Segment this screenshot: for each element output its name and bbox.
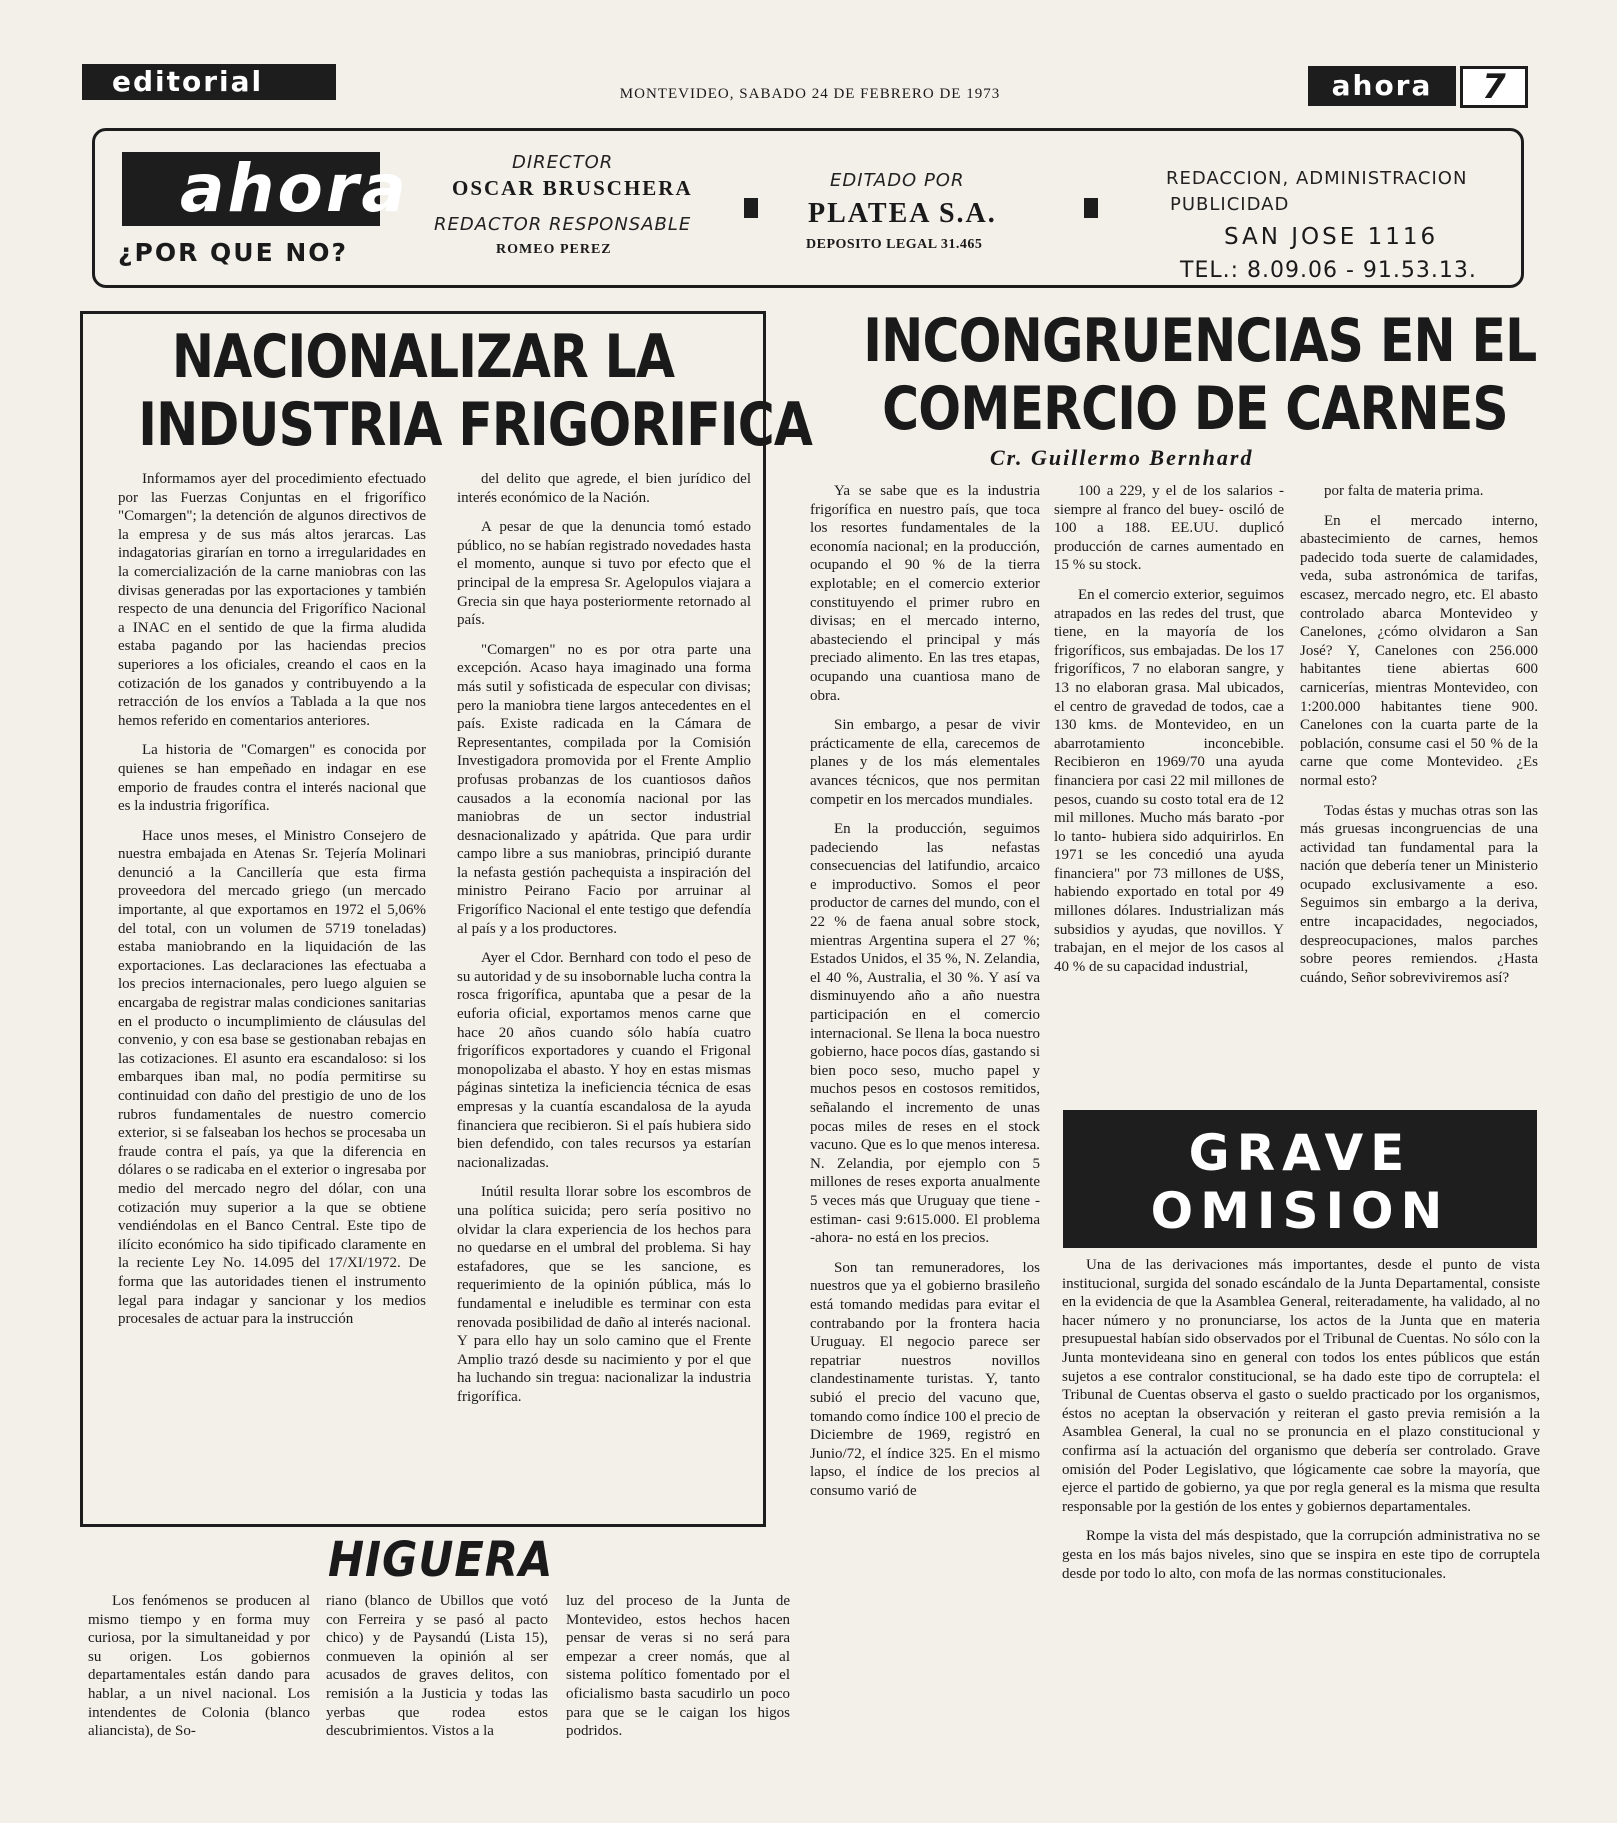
article-column xyxy=(118,470,426,1510)
phone: TEL.: 8.09.06 - 91.53.13. xyxy=(1180,258,1477,283)
slogan: ¿POR QUE NO? xyxy=(118,238,349,267)
article-column xyxy=(1300,482,1538,1100)
article-column xyxy=(88,1592,310,1792)
offices-label: PUBLICIDAD xyxy=(1170,194,1290,215)
paragraph: Los fenómenos se producen al mismo tiempo y en forma muy curiosa, por la simultaneidad y por su origen. Los gobiernos departamentales están dando para hablar, a un nivel nacional. Los intendentes de Colonia (blanco aliancista), de So- xyxy=(88,1593,310,1740)
paragraph: "Comargen" no es por otra parte una excepción. Acaso haya imaginado una forma más sutil y sofisticada de especular con divisas; pero la maniobra tiene largos antecedentes en el país. Existe radicada en la Cámara de Representantes, compilada por la Comisión Investigadora promovida por el Frente Amplio profusas probanzas de los cuantiosos daños causados a la economía nacional por las maniobras de un sector industrial desnacionalizado y apátrida. Que para urdir campo libre a sus maniobras, principió durante la nefasta gestión pachequista a inspiración del ministro Peirano Facio por arruinar al Frigorífico Nacional el ente testigo que defendía al país y a los productores. xyxy=(457,641,751,937)
legal-deposit: DEPOSITO LEGAL 31.465 xyxy=(806,237,983,252)
paragraph: En el comercio exterior, seguimos atrapados en las redes del trust, que tiene, en la mayoría de los frigoríficos, sus embajadas. De los 17 frigoríficos, 7 no elaboran sangre, y 13 no elaboran grasa. Mal ubicados, el centro de gravedad de todos, cae a 130 kms. de Montevideo, en un abarrotamiento inconcebible. Recibieron en 1969/70 una ayuda financiera por casi 22 mil millones de pesos, cuando su costo total era de 12 mil millones. Mucho más barato -por lo tanto- hubiera sido adquirirlos. En 1971 se les concedió una ayuda financiera" por 73 millones de U$S, habiendo exportado en total por 49 millones dólares. Industrializan más subsidios y ayudas, que novillos. Y trabajan, en el mejor de los casos al 40 % de su capacidad industrial, xyxy=(1054,586,1284,975)
paragraph: 100 a 229, y el de los salarios -siempre al franco del buey- osciló de 100 a 188. EE.UU. duplicó producción de carnes aumentado en 15 % su stock. xyxy=(1054,483,1284,574)
page-number: 7 xyxy=(1460,66,1528,108)
ahora-logo: ahora xyxy=(122,152,380,226)
paragraph: Hace unos meses, el Ministro Consejero de nuestra embajada en Atenas Sr. Tejería Molinari denunció a la Cancillería que esta firma proveedora del mercado griego (un mercado importante, al que exportamos en 1972 el 5,06% del total, con un volumen de 5719 toneladas) estaba maniobrando en la liquidación de las exportaciones. Las declaraciones las efectuaba a los precios internacionales, pero luego alguien se encargaba de registrar malas condiciones sanitarias en el producto o incumplimiento de cláusulas del convenio, y con esa base se gestionaban rebajas en las cotizaciones. El asunto era escandaloso: si los embarques iban mal, no podía permitirse su continuidad con daño del prestigio de uno de los rubros fundamentales de nuestro comercio exterior, si se falseaban los hechos se procesaba un fraude contra el país, ya que la diferencia en dólares o se radicaba en el exterior o ingresaba por medio del mercado negro del dólar, con una cotización muy superior a la que se obtiene vendiéndolas en el Banco Central. Este tipo de ilícito económico ha sido tipificado claramente en la reciente Ley No. 14.095 del 17/XI/1972. De forma que las autoridades tienen el instrumento legal para indagar y sancionar y los medios procesales de actuar para la instrucción xyxy=(118,827,426,1328)
paragraph: La historia de "Comargen" es conocida por quienes se han empeñado en indagar en ese emporio de fraudes contra el interés nacional que es la industria frigorífica. xyxy=(118,742,426,815)
headline: INCONGRUENCIAS EN EL xyxy=(863,306,1537,376)
article-column xyxy=(1062,1256,1540,1776)
paragraph: Ayer el Cdor. Bernhard con todo el peso de su autoridad y de su insobornable lucha contra la rosca frigorífica, apuntaba que a pesar de la euforia oficial, exportamos menos carne que hace 20 años cuando sólo había cuatro frigoríficos exportadores y cuando el Frigonal monopolizaba el abasto. Y hoy en estas mismas páginas sintetiza la ineficiencia técnica de esas empresas y la cuantía escandalosa de la ayuda financiera que recibieron. Si el país hubiera sido bien defendido, con tales recursos ya estarían nacionalizadas. xyxy=(457,950,751,1171)
paper-tag: ahora xyxy=(1308,66,1456,106)
article-column xyxy=(457,470,751,1510)
address: SAN JOSE 1116 xyxy=(1224,224,1439,250)
paragraph: Inútil resulta llorar sobre los escombros de una política suicida; pero sería positivo no olvidar la clara experiencia de los hechos para no quedarse en el umbral del problema. Si hay estafadores, que se les sancione, es requerimiento de la opinión pública, más lo fundamental e ineludible es terminar con esta renovada posibilidad de daño al interés nacional. Y para ello hay un solo camino que el Frente Amplio trazó desde su nacimiento y por el que ha luchando sin tregua: nacionalizar la industria frigorífica. xyxy=(457,1184,751,1405)
paragraph: luz del proceso de la Junta de Montevideo, estos hechos hacen pensar de veras si no será para empezar a creer nomás, que al sistema político fomentado por el oficialismo basta sacudirlo un poco para que se le caigan los higos podridos. xyxy=(566,1593,790,1740)
paragraph: Todas éstas y muchas otras son las más gruesas incongruencias de una actividad tan fundamental para la nación que debería tener un Ministerio ocupado exclusivamente a eso. Seguimos sin embargo a la deriva, entre incapacidades, negociados, despreocupaciones, malos parches sobre peores remiendos. ¿Hasta cuándo, Señor sobreviviremos así? xyxy=(1300,802,1538,986)
paragraph: Informamos ayer del procedimiento efectuado por las Fuerzas Conjuntas en el frigorífico "Comargen"; la detención de algunos directivos de la empresa y de sus más altos jerarcas. Las indagatorias girarían en torno a irregularidades en la comercialización de la carne maniobras con las divisas generadas por las exportaciones y también respecto de una denuncia del Frigorífico Nacional a INAC en el sentido de que la firma aludida estaba pagando por las haciendas precios superiores a los oficiales, creando el caos en la cotización de los ganados y contribuyendo a la retracción de los envíos a Tablada a la que nos hemos referido en comentarios anteriores. xyxy=(118,471,426,729)
headline: NACIONALIZAR LA xyxy=(171,322,675,392)
paragraph: Sin embargo, a pesar de vivir prácticamente de ella, carecemos de planes y de los más elementales avances técnicos, que nos permitan competir en los mercados mundiales. xyxy=(810,717,1040,808)
publisher-name: PLATEA S.A. xyxy=(808,198,997,229)
director-label: DIRECTOR xyxy=(512,152,614,173)
paragraph: del delito que agrede, el bien jurídico del interés económico de la Nación. xyxy=(457,471,751,506)
director-name: OSCAR BRUSCHERA xyxy=(452,176,693,200)
article-column xyxy=(326,1592,548,1792)
article-column xyxy=(1054,482,1284,1100)
paragraph: En la producción, seguimos padeciendo las nefastas consecuencias del latifundio, arcaico e improductivo. Somos el peor productor de carnes del mundo, con el 22 % de faena anual sobre stock, mientras Argentina supera el 27 %; Estados Unidos, el 35 %, N. Zelandia, el 40 %, Australia, el 30 %. Y así va disminuyendo año a año nuestra participación en el comercio internacional. Se llena la boca nuestro gobierno, hace pocos días, gastando si bien poco seso, mucho papel y muchos pesos en costosos remitidos, señalando el incremento de unas pocas miles de reses en el stock vacuno. Que es lo que menos interesa. N. Zelandia, por ejemplo con 5 millones de reses exporta anualmente 5 veces más que Uruguay que tiene -estiman- casi 9:615.000. El problema -ahora- no está en los precios. xyxy=(810,821,1040,1247)
masthead-bullet xyxy=(1084,198,1098,218)
higuera-title: HIGUERA xyxy=(328,1532,554,1588)
dateline: MONTEVIDEO, SABADO 24 DE FEBRERO DE 1973 xyxy=(619,86,1001,102)
responsible-label: REDACTOR RESPONSABLE xyxy=(434,214,692,235)
responsible-name: ROMEO PEREZ xyxy=(496,242,612,257)
paragraph: por falta de materia prima. xyxy=(1324,483,1484,499)
paragraph: Ya se sabe que es la industria frigorífica en nuestro país, que toca los resortes fundamentales de la economía nacional; en la producción, ocupando el 90 % de la tierra explotable; en el comercio exterior constituyendo el primer rubro en divisas; en el mercado interno, abasteciendo el principal y más preciado alimento. En las tres etapas, ocupando una cuantiosa mano de obra. xyxy=(810,483,1040,704)
byline: Cr. Guillermo Bernhard xyxy=(990,445,1254,470)
masthead-bullet xyxy=(744,198,758,218)
paragraph: Son tan remuneradores, los nuestros que ya el gobierno brasileño está tomando medidas para evitar el contrabando por la frontera hacia Uruguay. El negocio parece ser repatriar nuestros novillos clandestinamente turistas. Y, tanto subió el precio del vacuno que, tomando como índice 100 el precio de Diciembre de 1969, registró en Junio/72, el índice 325. En el mismo lapso, el índice de los precios al consumo varió de xyxy=(810,1259,1040,1499)
offices-label: REDACCION, ADMINISTRACION xyxy=(1166,168,1468,189)
paragraph: Una de las derivaciones más importantes, desde el punto de vista institucional, surgida del sonado escándalo de la Junta Departamental, consiste en la evidencia de que la Asamblea General, reiteradamente, ha validado, al no hacer número y no pronunciarse, los actos de la Junta que en materia presupuestal habían sido observados por el Tribunal de Cuentas. No sólo con la Junta montevideana sino en general con todos los entes públicos que están sujetos a ese contralor constitucional, se ha dado este tipo de corruptela: el Tribunal de Cuentas observa el gasto o sueldo practicado por los organismos, éstos no aceptan la observación y reiteran el gasto previa remisión a la Asamblea General, la cual no se pronuncia en el plazo constitucional y confirma así la actuación del organismo que debería ser controlado. Grave omisión del Poder Legislativo, que lógicamente cae sobre la mayoría, que ejerce el partido de gobierno, ya que por regla general es la misma que resulta responsable por la gestión de los entes y gobiernos departamentales. xyxy=(1062,1257,1540,1515)
article-column xyxy=(566,1592,790,1792)
headline: COMERCIO DE CARNES xyxy=(882,374,1508,444)
paragraph: Rompe la vista del más despistado, que la corrupción administrativa no se gesta en los más bajos niveles, sino que se inspira en este tipo de corruptela desde por todo lo alto, con mofa de las normas constitucionales. xyxy=(1062,1528,1540,1582)
grave-title: GRAVE OMISION xyxy=(1150,1124,1450,1240)
paragraph: riano (blanco de Ubillos que votó con Ferreira y se pasó al pacto chico) y de Paysandú (Lista 15), conmueven la opinión al ser acusados de graves delitos, con remisión a la Justicia y todas las yerbas que rodea estos descubrimientos. Vistos a la xyxy=(326,1593,548,1740)
paragraph: A pesar de que la denuncia tomó estado público, no se habían registrado novedades hasta el momento, aunque si tuvo por efecto que el principal de la empresa Sr. Agelopulos viajara a Grecia sin que haya posteriormente retornado al país. xyxy=(457,519,751,629)
edited-label: EDITADO POR xyxy=(830,170,965,191)
headline: INDUSTRIA FRIGORIFICA xyxy=(138,390,813,460)
article-column xyxy=(810,482,1040,1812)
paragraph: En el mercado interno, abastecimiento de carnes, hemos padecido toda suerte de calamidades, veda, suba astronómica de tarifas, escasez, mercado negro, etc. El abasto controlado abarca Montevideo y Canelones, ¿cómo olvidaron a San José? Y, Canelones con 256.000 habitantes tiene abiertas 600 carnicerías, mientras Montevideo, con 1:200.000 habitantes tiene 900. Canelones con la cuarta parte de la población, consume casi el 50 % de la carne que come Montevideo. ¿Es normal esto? xyxy=(1300,512,1538,789)
section-tag: editorial xyxy=(82,64,336,100)
